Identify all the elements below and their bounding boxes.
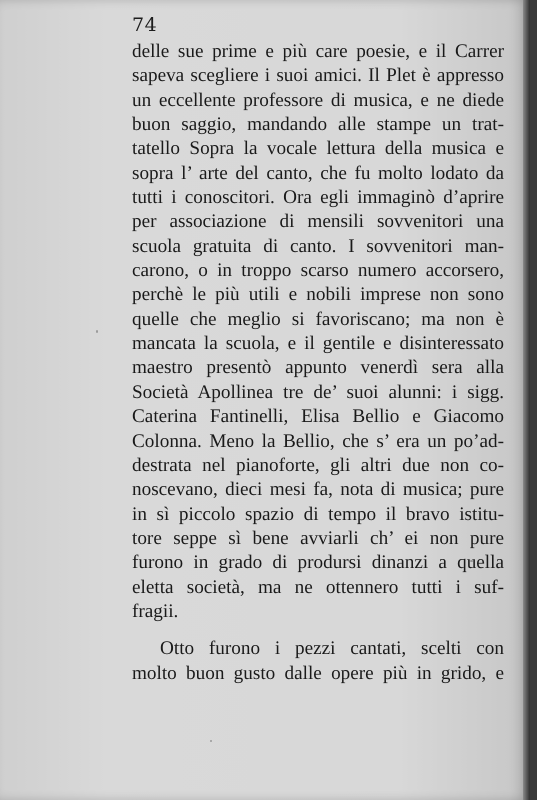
text-line: un eccellente professore di musica, e ne diede bbox=[132, 89, 504, 111]
text-line: scuola gratuita di canto. I sovvenitori man- bbox=[132, 235, 504, 257]
text-line: sapeva scegliere i suoi amici. Il Plet è appresso bbox=[132, 65, 504, 87]
paragraph-gap bbox=[132, 624, 504, 637]
text-line: maestro presentò appunto venerdì sera alla bbox=[132, 357, 504, 379]
text-line: sopra l’ arte del canto, che fu molto lodato da bbox=[132, 162, 504, 184]
page-edge-shadow bbox=[523, 0, 530, 800]
text-line: buon saggio, mandando alle stampe un trat- bbox=[132, 114, 504, 136]
text-line: noscevano, dieci mesi fa, nota di musica; pure bbox=[132, 479, 504, 501]
paragraph-1 bbox=[132, 40, 504, 624]
text-line: quelle che meglio si favoriscano; ma non è bbox=[132, 308, 504, 330]
text-line: per associazione di mensili sovvenitori una bbox=[132, 211, 504, 233]
text-line: in sì piccolo spazio di tempo il bravo istitu- bbox=[132, 503, 504, 525]
text-line: carono, o in troppo scarso numero accorsero, bbox=[132, 260, 504, 282]
text-line: eletta società, ma ne ottennero tutti i suf- bbox=[132, 576, 504, 598]
text-line: destrata nel pianoforte, gli altri due non co- bbox=[132, 454, 504, 476]
text-line: tore seppe sì bene avviarli ch’ ei non pure bbox=[132, 527, 504, 549]
text-line: mancata la scuola, e il gentile e disinteressato bbox=[132, 333, 504, 355]
text-line: molto buon gusto dalle opere più in grido, e bbox=[132, 662, 504, 684]
paragraph-2 bbox=[132, 637, 504, 686]
text-line: fragii. bbox=[132, 600, 179, 622]
text-line: Otto furono i pezzi cantati, scelti con bbox=[160, 638, 504, 660]
page-number: 74 bbox=[132, 14, 158, 36]
text-line: tatello Sopra la vocale lettura della musica e bbox=[132, 138, 504, 160]
text-line: Società Apollinea tre de’ suoi alunni: i sigg. bbox=[132, 381, 504, 403]
text-line: Colonna. Meno la Bellio, che s’ era un po’ad- bbox=[132, 430, 504, 452]
text-body bbox=[132, 40, 504, 686]
text-line: delle sue prime e più care poesie, e il Carrer bbox=[132, 41, 504, 62]
paper-speck bbox=[470, 560, 473, 562]
text-line: Caterina Fantinelli, Elisa Bellio e Giacomo bbox=[132, 406, 504, 428]
text-line: tutti i conoscitori. Ora egli immaginò d’aprire bbox=[132, 187, 504, 209]
paper-speck bbox=[210, 740, 212, 742]
paper-speck bbox=[96, 330, 98, 333]
text-line: perchè le più utili e nobili imprese non sono bbox=[132, 284, 504, 306]
text-line: furono in grado di prodursi dinanzi a quella bbox=[132, 552, 504, 574]
